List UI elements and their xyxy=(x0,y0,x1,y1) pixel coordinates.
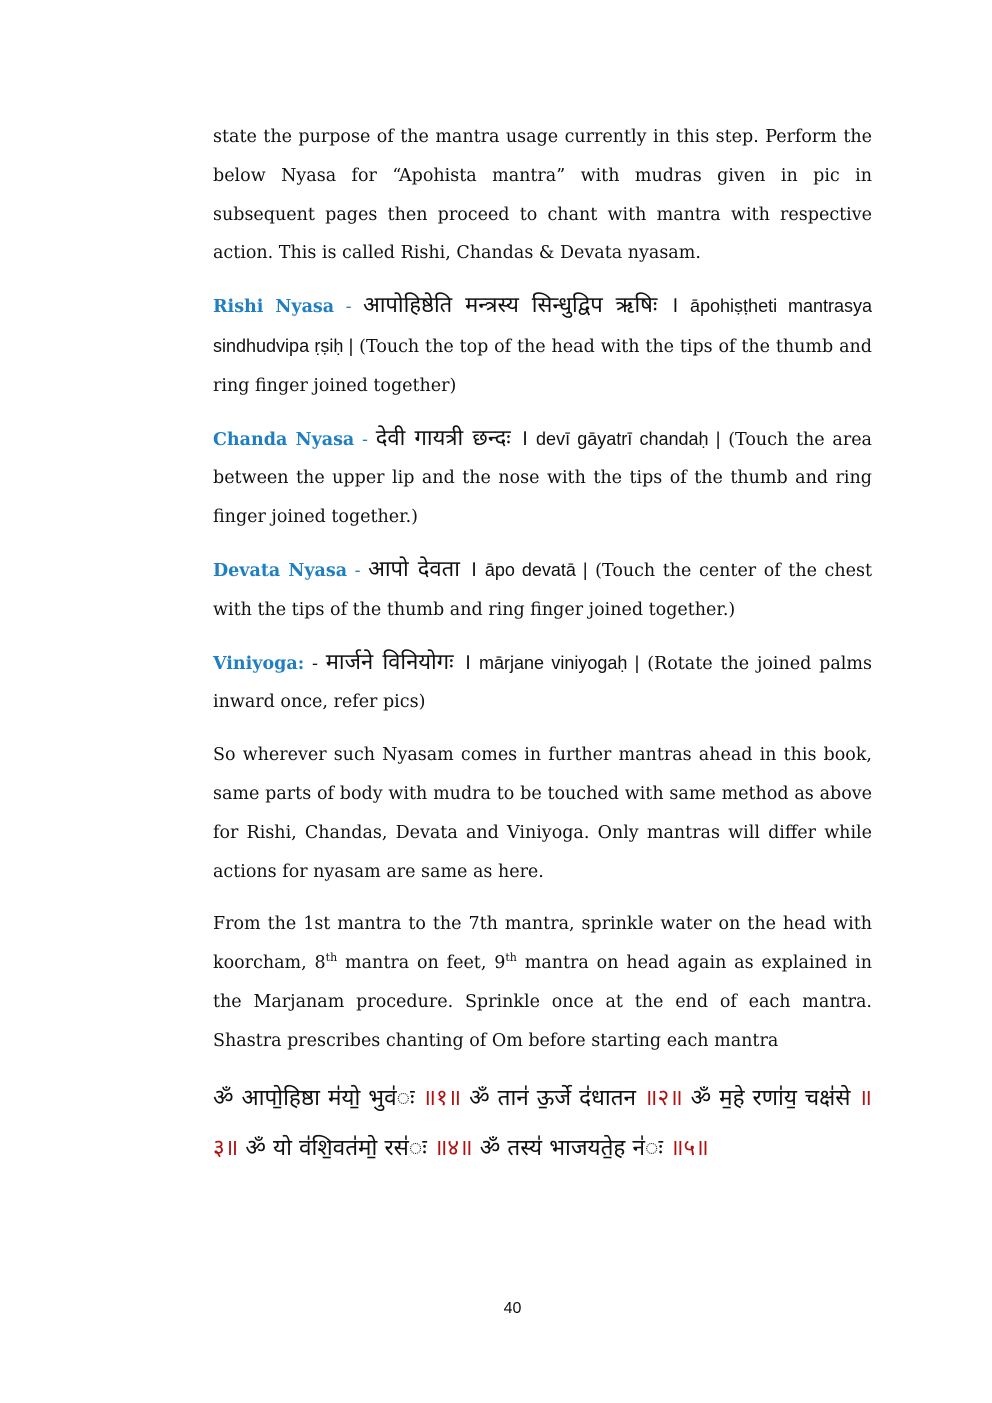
rishi-nyasa-separator: - xyxy=(334,297,363,318)
viniyoga-heading: Viniyoga: xyxy=(213,653,305,674)
rishi-nyasa-paragraph xyxy=(213,287,872,405)
viniyoga-transliteration: mārjane viniyogaḥ | xyxy=(479,652,640,673)
mantra-verse-text: ॐ आपो॒हिष्ठा म॑यो॒ भुव॑ः xyxy=(213,1084,415,1111)
devata-nyasa-heading: Devata Nyasa xyxy=(213,560,348,581)
verse-number: ॥३॥ xyxy=(213,1084,872,1161)
chanda-nyasa-separator: - xyxy=(354,429,376,450)
sprinkle-paragraph xyxy=(213,905,872,1060)
rishi-nyasa-devanagari: आपोहिष्ठेति मन्त्रस्य सिन्धुद्विप ऋषिः । xyxy=(362,293,679,319)
rishi-nyasa-transliteration: āpohiṣṭheti mantrasya sindhudvipa ṛṣiḥ | xyxy=(213,296,873,356)
devata-nyasa-transliteration: āpo devatā | xyxy=(484,559,588,580)
verse-number: ॥२॥ xyxy=(644,1084,683,1111)
devata-nyasa-instruction: (Touch the center of the chest with the tips of the thumb and ring finger joined together.) xyxy=(213,560,872,620)
devata-nyasa-separator: - xyxy=(347,560,369,581)
mantra-verse-text: ॐ तान॑ ऊ॒र्जे द॑धातन xyxy=(469,1084,637,1111)
page-body xyxy=(213,118,872,1173)
chanda-nyasa-devanagari: देवी गायत्री छन्दः । xyxy=(375,425,529,451)
ordinal-suffix: th xyxy=(325,951,338,965)
devata-nyasa-paragraph xyxy=(213,551,872,630)
mantra-verses xyxy=(213,1073,872,1173)
verse-number: ॥५॥ xyxy=(670,1134,709,1161)
chanda-nyasa-paragraph xyxy=(213,420,872,537)
chanda-nyasa-instruction: (Touch the area between the upper lip and the nose with the tips of the thumb and ring finger joined together.) xyxy=(213,429,872,528)
devata-nyasa-devanagari: आपो देवता । xyxy=(368,556,478,582)
chanda-nyasa-heading: Chanda Nyasa xyxy=(213,429,355,450)
sprinkle-text-3: mantra on head again as explained in the Marjanam procedure. Sprinkle once at the end of each mantra. Shastra prescribes chanting of Om before starting each mantra xyxy=(213,953,873,1051)
wherever-paragraph: So wherever such Nyasam comes in further mantras ahead in this book, same parts of body with mudra to be touched with same method as above for Rishi, Chandas, Devata and Viniyoga. Only mantras will differ while actions for nyasam are same as here. xyxy=(213,745,872,882)
ordinal-suffix: th xyxy=(505,951,517,965)
viniyoga-instruction: (Rotate the joined palms inward once, refer pics) xyxy=(213,653,872,713)
mantra-verse-text: ॐ यो व॑शि॒वत॑मो॒ रस॑ः xyxy=(245,1134,427,1161)
viniyoga-separator: - xyxy=(304,653,326,674)
verse-number: ॥१॥ xyxy=(422,1084,462,1111)
sprinkle-text-1: From the 1st mantra to the 7th mantra, sprinkle water on the head with koorcham, 8 xyxy=(213,914,872,974)
mantra-verse-text: ॐ म॒हे रणा॑य॒ चक्ष॑से xyxy=(690,1084,851,1111)
page-number: 40 xyxy=(503,1300,522,1317)
rishi-nyasa-instruction: (Touch the top of the head with the tips of the thumb and ring finger joined together) xyxy=(213,336,872,396)
intro-paragraph: state the purpose of the mantra usage currently in this step. Perform the below Nyasa for “Apohista mantra” with mudras given in pic in subsequent pages then proceed to chant with mantra with respective action. This is called Rishi, Chandas & Devata nyasam. xyxy=(213,127,872,264)
rishi-nyasa-heading: Rishi Nyasa xyxy=(213,297,335,318)
viniyoga-paragraph xyxy=(213,644,872,723)
chanda-nyasa-transliteration: devī gāyatrī chandaḥ | xyxy=(536,428,721,449)
viniyoga-devanagari: मार्जने विनियोगः । xyxy=(325,649,472,675)
sprinkle-text-2: mantra on feet, 9 xyxy=(337,953,506,974)
mantra-verse-text: ॐ तस्य॑ भाजयते॒ह न॑ः xyxy=(479,1134,663,1161)
verse-number: ॥४॥ xyxy=(433,1134,473,1161)
